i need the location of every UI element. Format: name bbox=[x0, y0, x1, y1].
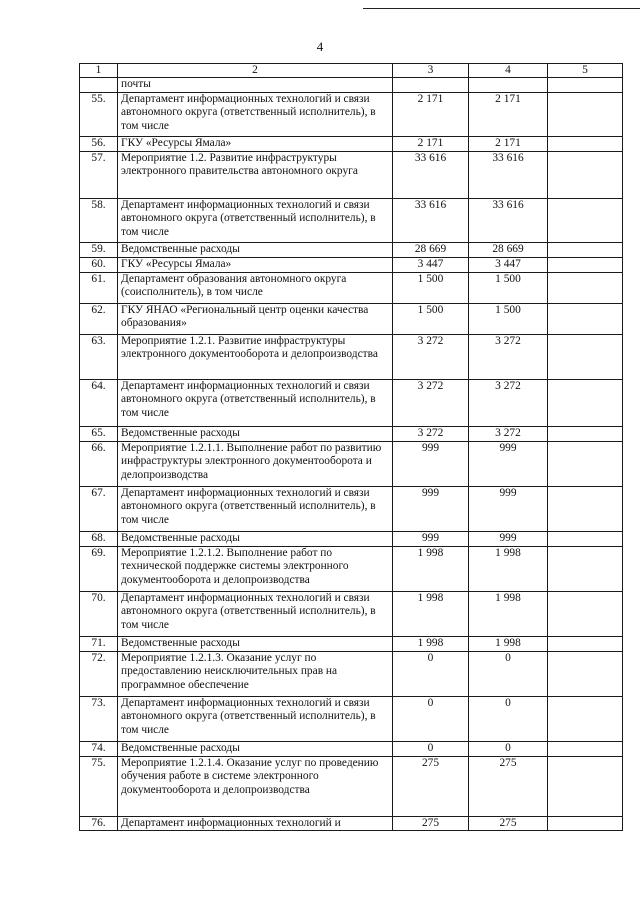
row-value-col4 bbox=[469, 78, 548, 92]
row-description: ГКУ ЯНАО «Региональный центр оценки качества образования» bbox=[118, 303, 393, 334]
row-value-col3: 0 bbox=[393, 696, 469, 741]
row-description: Мероприятие 1.2.1. Развитие инфраструктуры электронного документооборота и делопроизводства bbox=[118, 334, 393, 379]
table-row bbox=[80, 257, 623, 272]
table-header-row bbox=[80, 64, 623, 78]
row-value-col4: 999 bbox=[469, 531, 548, 546]
table-row bbox=[80, 334, 623, 379]
row-value-col5 bbox=[548, 651, 623, 696]
table-row bbox=[80, 92, 623, 136]
row-description: Мероприятие 1.2.1.4. Оказание услуг по проведению обучения работе в системе электронного документооборота и делопроизводства bbox=[118, 756, 393, 816]
table-row bbox=[80, 696, 623, 741]
row-description: Департамент информационных технологий и bbox=[118, 816, 393, 830]
row-number: 76. bbox=[80, 816, 118, 830]
row-value-col5 bbox=[548, 756, 623, 816]
row-value-col3: 2 171 bbox=[393, 92, 469, 136]
table-row bbox=[80, 272, 623, 303]
row-number: 71. bbox=[80, 636, 118, 651]
row-value-col3: 999 bbox=[393, 441, 469, 486]
row-value-col4: 1 998 bbox=[469, 636, 548, 651]
row-value-col4: 1 998 bbox=[469, 546, 548, 591]
row-value-col4: 3 447 bbox=[469, 257, 548, 272]
row-value-col5 bbox=[548, 198, 623, 242]
table-row bbox=[80, 242, 623, 257]
row-description: Мероприятие 1.2. Развитие инфраструктуры электронного правительства автономного округа bbox=[118, 151, 393, 198]
row-value-col5 bbox=[548, 741, 623, 756]
row-number: 60. bbox=[80, 257, 118, 272]
row-value-col4: 0 bbox=[469, 696, 548, 741]
row-value-col5 bbox=[548, 426, 623, 441]
row-number: 55. bbox=[80, 92, 118, 136]
table-row bbox=[80, 636, 623, 651]
row-value-col5 bbox=[548, 636, 623, 651]
row-value-col4: 0 bbox=[469, 651, 548, 696]
row-value-col4: 999 bbox=[469, 441, 548, 486]
row-value-col3: 0 bbox=[393, 741, 469, 756]
row-value-col3: 1 998 bbox=[393, 546, 469, 591]
row-value-col5 bbox=[548, 486, 623, 531]
row-value-col3: 3 272 bbox=[393, 426, 469, 441]
row-number: 62. bbox=[80, 303, 118, 334]
row-value-col5 bbox=[548, 151, 623, 198]
row-description: Департамент информационных технологий и связи автономного округа (ответственный исполнитель), в том числе bbox=[118, 92, 393, 136]
row-number: 59. bbox=[80, 242, 118, 257]
row-number: 64. bbox=[80, 379, 118, 426]
column-header-5: 5 bbox=[548, 64, 623, 78]
row-description: Ведомственные расходы bbox=[118, 636, 393, 651]
row-value-col3: 33 616 bbox=[393, 151, 469, 198]
row-value-col5 bbox=[548, 272, 623, 303]
row-description: Департамент информационных технологий и связи автономного округа (ответственный исполнитель), в том числе bbox=[118, 379, 393, 426]
row-description: Мероприятие 1.2.1.2. Выполнение работ по технической поддержке системы электронного документооборота и делопроизводства bbox=[118, 546, 393, 591]
top-rule bbox=[363, 8, 640, 9]
row-value-col5 bbox=[548, 546, 623, 591]
row-description: Департамент информационных технологий и связи автономного округа (ответственный исполнитель), в том числе bbox=[118, 696, 393, 741]
row-value-col3: 1 998 bbox=[393, 636, 469, 651]
table-row bbox=[80, 426, 623, 441]
row-value-col5 bbox=[548, 379, 623, 426]
table-row bbox=[80, 198, 623, 242]
table-row bbox=[80, 379, 623, 426]
row-value-col5 bbox=[548, 441, 623, 486]
row-description: ГКУ «Ресурсы Ямала» bbox=[118, 136, 393, 151]
table-row bbox=[80, 591, 623, 636]
row-value-col3: 3 447 bbox=[393, 257, 469, 272]
row-value-col5 bbox=[548, 531, 623, 546]
row-number: 67. bbox=[80, 486, 118, 531]
row-description: Департамент информационных технологий и связи автономного округа (ответственный исполнитель), в том числе bbox=[118, 591, 393, 636]
row-value-col4: 3 272 bbox=[469, 379, 548, 426]
table-row bbox=[80, 756, 623, 816]
row-value-col4: 1 998 bbox=[469, 591, 548, 636]
row-value-col4: 3 272 bbox=[469, 426, 548, 441]
row-value-col3: 1 500 bbox=[393, 303, 469, 334]
table-row bbox=[80, 651, 623, 696]
row-value-col5 bbox=[548, 78, 623, 92]
table-row bbox=[80, 486, 623, 531]
row-description: почты bbox=[118, 78, 393, 92]
row-value-col4: 275 bbox=[469, 816, 548, 830]
row-value-col5 bbox=[548, 696, 623, 741]
table-row bbox=[80, 303, 623, 334]
row-value-col5 bbox=[548, 136, 623, 151]
row-value-col3: 1 500 bbox=[393, 272, 469, 303]
row-number: 69. bbox=[80, 546, 118, 591]
row-value-col4: 275 bbox=[469, 756, 548, 816]
row-value-col3: 999 bbox=[393, 531, 469, 546]
row-value-col4: 28 669 bbox=[469, 242, 548, 257]
column-header-4: 4 bbox=[469, 64, 548, 78]
table-row bbox=[80, 78, 623, 92]
table-row bbox=[80, 151, 623, 198]
row-description: Мероприятие 1.2.1.1. Выполнение работ по развитию инфраструктуры электронного документооборота и делопроизводства bbox=[118, 441, 393, 486]
row-value-col3: 28 669 bbox=[393, 242, 469, 257]
row-number: 70. bbox=[80, 591, 118, 636]
row-value-col3: 275 bbox=[393, 816, 469, 830]
table-row bbox=[80, 531, 623, 546]
row-value-col3: 0 bbox=[393, 651, 469, 696]
row-value-col4: 3 272 bbox=[469, 334, 548, 379]
row-value-col3: 2 171 bbox=[393, 136, 469, 151]
row-value-col5 bbox=[548, 92, 623, 136]
table-row bbox=[80, 441, 623, 486]
row-description: Ведомственные расходы bbox=[118, 531, 393, 546]
row-number: 68. bbox=[80, 531, 118, 546]
row-value-col4: 999 bbox=[469, 486, 548, 531]
row-number: 63. bbox=[80, 334, 118, 379]
row-value-col3 bbox=[393, 78, 469, 92]
row-description: Департамент образования автономного округа (соисполнитель), в том числе bbox=[118, 272, 393, 303]
row-description: Ведомственные расходы bbox=[118, 242, 393, 257]
column-header-2: 2 bbox=[118, 64, 393, 78]
row-value-col3: 33 616 bbox=[393, 198, 469, 242]
row-number: 73. bbox=[80, 696, 118, 741]
table-row bbox=[80, 136, 623, 151]
row-description: Департамент информационных технологий и связи автономного округа (ответственный исполнитель), в том числе bbox=[118, 198, 393, 242]
page-number: 4 bbox=[316, 39, 324, 54]
row-value-col3: 999 bbox=[393, 486, 469, 531]
row-number: 58. bbox=[80, 198, 118, 242]
row-description: Мероприятие 1.2.1.3. Оказание услуг по предоставлению неисключительных прав на программное обеспечение bbox=[118, 651, 393, 696]
row-description: Департамент информационных технологий и связи автономного округа (ответственный исполнитель), в том числе bbox=[118, 486, 393, 531]
column-header-1: 1 bbox=[80, 64, 118, 78]
row-value-col5 bbox=[548, 257, 623, 272]
row-description: ГКУ «Ресурсы Ямала» bbox=[118, 257, 393, 272]
column-header-3: 3 bbox=[393, 64, 469, 78]
row-value-col5 bbox=[548, 816, 623, 830]
row-value-col4: 0 bbox=[469, 741, 548, 756]
row-value-col4: 1 500 bbox=[469, 303, 548, 334]
budget-table bbox=[79, 63, 623, 831]
row-number: 61. bbox=[80, 272, 118, 303]
row-number: 72. bbox=[80, 651, 118, 696]
row-value-col3: 3 272 bbox=[393, 334, 469, 379]
row-value-col5 bbox=[548, 242, 623, 257]
row-number: 74. bbox=[80, 741, 118, 756]
row-description: Ведомственные расходы bbox=[118, 426, 393, 441]
row-value-col4: 33 616 bbox=[469, 151, 548, 198]
row-number: 66. bbox=[80, 441, 118, 486]
row-description: Ведомственные расходы bbox=[118, 741, 393, 756]
row-value-col4: 33 616 bbox=[469, 198, 548, 242]
row-value-col5 bbox=[548, 591, 623, 636]
row-number: 75. bbox=[80, 756, 118, 816]
row-value-col3: 3 272 bbox=[393, 379, 469, 426]
row-number: 56. bbox=[80, 136, 118, 151]
row-number: 57. bbox=[80, 151, 118, 198]
row-value-col3: 1 998 bbox=[393, 591, 469, 636]
table-row bbox=[80, 546, 623, 591]
table-row bbox=[80, 816, 623, 830]
row-number bbox=[80, 78, 118, 92]
row-value-col5 bbox=[548, 303, 623, 334]
row-value-col4: 2 171 bbox=[469, 92, 548, 136]
table-row bbox=[80, 741, 623, 756]
row-number: 65. bbox=[80, 426, 118, 441]
row-value-col3: 275 bbox=[393, 756, 469, 816]
row-value-col5 bbox=[548, 334, 623, 379]
row-value-col4: 2 171 bbox=[469, 136, 548, 151]
table-body bbox=[80, 78, 623, 831]
row-value-col4: 1 500 bbox=[469, 272, 548, 303]
